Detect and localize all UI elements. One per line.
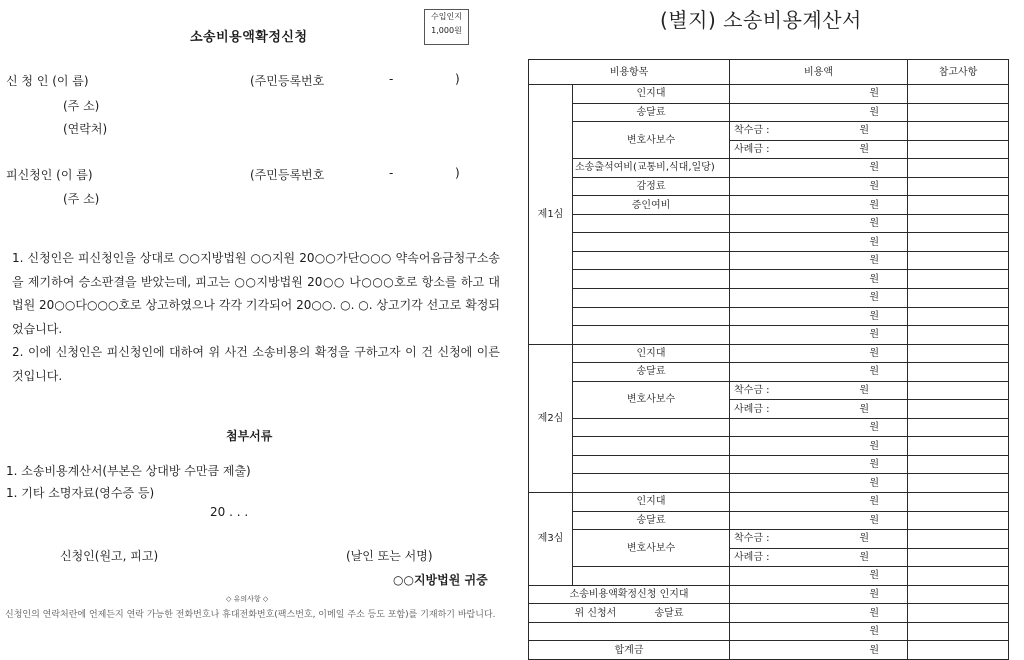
amount-cell: 원 [730,455,908,474]
item-witness: 증인여비 [573,196,730,215]
note-cell [908,103,1009,122]
applicant-id-label: (주민등록번호 [250,74,325,88]
note-cell [908,214,1009,233]
table-row [529,585,1009,604]
won-unit: 원 [859,143,870,155]
notice-title: ◇ 유의사항 ◇ [226,595,269,603]
won-unit: 원 [859,125,870,137]
attachment-item-1: 1. 소송비용계산서(부본은 상대방 수만큼 제출) [6,464,251,478]
amount-cell: 원 [730,474,908,493]
table-row [529,196,1009,215]
retainer-cell [730,122,908,141]
note-cell [908,548,1009,567]
note-cell [908,363,1009,382]
table-row [529,363,1009,382]
table-row [529,567,1009,586]
note-cell [908,567,1009,586]
item-total: 합계금 [529,641,730,660]
respondent-id-dash: - [389,166,394,180]
stamp-amount: 1,000원 [431,26,462,35]
table-row [529,177,1009,196]
won-unit: 원 [859,533,870,545]
revenue-stamp-box [424,9,469,45]
note-cell [908,326,1009,345]
stage-2-label: 제2심 [529,344,573,492]
amount-cell: 원 [730,159,908,178]
court-name: ○○지방법원 귀중 [393,573,488,587]
note-cell [908,140,1009,159]
success-fee-label: 사례금 : [734,403,770,415]
item-cell [573,214,730,233]
stage-1-label: 제1심 [529,85,573,345]
table-row [529,530,1009,549]
amount-cell: 원 [730,344,908,363]
note-cell [908,511,1009,530]
item-confirm-delivery [529,604,730,623]
won-unit: 원 [859,385,870,397]
item-cell [573,307,730,326]
table-row [529,344,1009,363]
item-delivery-fee: 송달료 [573,511,730,530]
item-cell [573,270,730,289]
item-delivery-fee: 송달료 [573,363,730,382]
attachments-title: 첨부서류 [226,429,273,443]
table-row [529,85,1009,104]
applicant-name-label: 신 청 인 (이 름) [6,74,89,88]
stamp-label: 수입인지 [431,12,462,21]
amount-cell: 원 [730,233,908,252]
item-attorney-fee: 변호사보수 [573,122,730,159]
amount-cell: 원 [730,493,908,512]
table-row [529,233,1009,252]
amount-cell: 원 [730,585,908,604]
respondent-address-label: (주 소) [63,192,100,206]
amount-cell: 원 [730,177,908,196]
item-cell [573,289,730,308]
attachment-item-2: 1. 기타 소명자료(영수증 등) [6,486,155,500]
retainer-label: 착수금 : [734,385,770,397]
note-cell [908,307,1009,326]
confirm-delivery-a: 위 신청서 [574,607,617,619]
table-row [529,381,1009,400]
confirm-delivery-b: 송달료 [654,607,684,619]
table-row [529,103,1009,122]
item-confirm-stamp: 소송비용액확정신청 인지대 [529,585,730,604]
item-stamp-fee: 인지대 [573,344,730,363]
item-cell [573,567,730,586]
table-row [529,251,1009,270]
table-row [529,437,1009,456]
paragraph-2: 2. 이에 신청인은 피신청인에 대하여 위 사건 소송비용의 확정을 구하고자 이 건 신청에 이른 것입니다. [12,345,500,383]
header-item: 비용항목 [529,60,730,85]
note-cell [908,455,1009,474]
item-cell [573,474,730,493]
paragraph-1: 1. 신청인은 피신청인을 상대로 ○○지방법원 ○○지원 20○○가단○○○ 약속어음금청구소송을 제기하여 승소판결을 받았는데, 피고는 ○○지방법원 20○○ 나○○○호로 항소를 하고 대법원 20○○다○○○호로 상고하였으나 각각 기각되어 20○○. ○. ○. 상고기각 선고로 확정되었습니다. [12,251,500,336]
table-header-row [529,60,1009,85]
application-form [0,0,515,646]
table-row [529,641,1009,660]
note-cell [908,289,1009,308]
item-cell [573,233,730,252]
amount-cell: 원 [730,622,908,641]
item-cell [573,418,730,437]
note-cell [908,418,1009,437]
note-cell [908,233,1009,252]
note-cell [908,530,1009,549]
table-row [529,493,1009,512]
header-amount: 비용액 [730,60,908,85]
table-row [529,622,1009,641]
amount-cell: 원 [730,251,908,270]
amount-cell: 원 [730,437,908,456]
item-attorney-fee: 변호사보수 [573,381,730,418]
signer-label: 신청인(원고, 피고) [60,549,159,563]
table-row [529,307,1009,326]
table-row [529,326,1009,345]
note-cell [908,85,1009,104]
item-cell [573,326,730,345]
success-fee-cell [730,140,908,159]
note-cell [908,585,1009,604]
stage-3-label: 제3심 [529,493,573,586]
applicant-contact-label: (연락처) [63,122,108,136]
note-cell [908,196,1009,215]
respondent-name-label: 피신청인 (이 름) [6,168,93,182]
table-row [529,474,1009,493]
table-row [529,159,1009,178]
table-row [529,122,1009,141]
applicant-address-label: (주 소) [63,99,100,113]
table-row [529,214,1009,233]
item-stamp-fee: 인지대 [573,493,730,512]
note-cell [908,474,1009,493]
retainer-cell [730,381,908,400]
table-row [529,418,1009,437]
note-cell [908,493,1009,512]
application-title: 소송비용액확정신청 [190,30,308,45]
respondent-id-close: ) [455,166,460,180]
calc-title: (별지) 소송비용계산서 [660,8,862,32]
amount-cell: 원 [730,85,908,104]
table-row [529,270,1009,289]
note-cell [908,177,1009,196]
won-unit: 원 [859,403,870,415]
amount-cell: 원 [730,418,908,437]
retainer-label: 착수금 : [734,125,770,137]
amount-cell: 원 [730,326,908,345]
application-body [12,247,500,388]
notice-body: 신청인의 연락처란에 언제든지 연락 가능한 전화번호나 휴대전화번호(팩스번호, 이메일 주소 등도 포함)를 기재하기 바랍니다. [5,610,496,620]
note-cell [908,400,1009,419]
note-cell [908,381,1009,400]
total-amount-cell: 원 [730,641,908,660]
note-cell [908,344,1009,363]
retainer-cell [730,530,908,549]
note-cell [908,622,1009,641]
amount-cell: 원 [730,567,908,586]
won-unit: 원 [859,551,870,563]
amount-cell: 원 [730,307,908,326]
amount-cell: 원 [730,289,908,308]
item-travel: 소송출석여비(교통비,식대,일당) [573,159,730,178]
respondent-id-label: (주민등록번호 [250,168,325,182]
item-cell [573,455,730,474]
note-cell [908,437,1009,456]
item-cell [529,622,730,641]
table-row [529,289,1009,308]
applicant-id-dash: - [389,72,394,86]
note-cell [908,604,1009,623]
table-row [529,455,1009,474]
header-note: 참고사항 [908,60,1009,85]
note-cell [908,159,1009,178]
success-fee-label: 사례금 : [734,551,770,563]
retainer-label: 착수금 : [734,533,770,545]
note-cell [908,641,1009,660]
item-appraisal: 감정료 [573,177,730,196]
seal-label: (날인 또는 서명) [346,549,433,563]
amount-cell: 원 [730,270,908,289]
amount-cell: 원 [730,604,908,623]
amount-cell: 원 [730,103,908,122]
amount-cell: 원 [730,214,908,233]
amount-cell: 원 [730,196,908,215]
success-fee-label: 사례금 : [734,143,770,155]
table-row [529,604,1009,623]
note-cell [908,122,1009,141]
item-stamp-fee: 인지대 [573,85,730,104]
amount-cell: 원 [730,363,908,382]
table-row [529,511,1009,530]
cost-calculation-table [528,59,1009,660]
note-cell [908,251,1009,270]
item-cell [573,437,730,456]
note-cell [908,270,1009,289]
item-cell [573,251,730,270]
item-attorney-fee: 변호사보수 [573,530,730,567]
date-line: 20 . . . [210,505,249,519]
amount-cell: 원 [730,511,908,530]
success-fee-cell [730,400,908,419]
applicant-id-close: ) [455,72,460,86]
success-fee-cell [730,548,908,567]
item-delivery-fee: 송달료 [573,103,730,122]
